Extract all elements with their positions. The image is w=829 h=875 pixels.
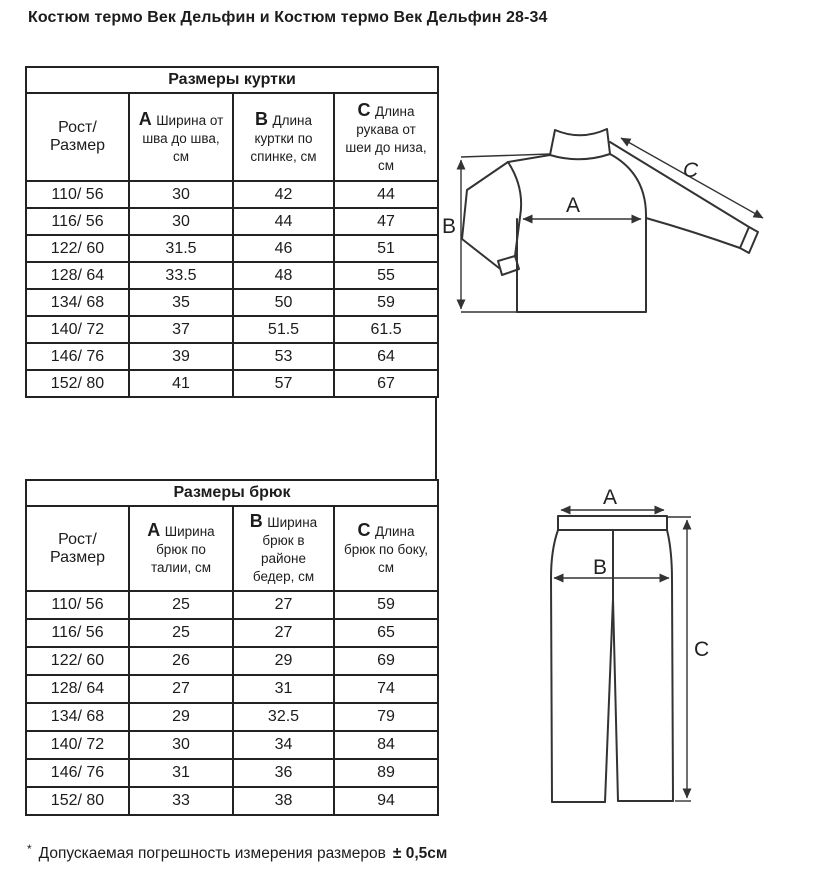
right-sleeve-upper	[610, 142, 749, 227]
value-cell-b: 34	[233, 731, 334, 759]
size-cell: 116/ 56	[26, 208, 129, 235]
body-outline	[517, 218, 646, 312]
table-row	[26, 370, 438, 397]
pants-table-title-row	[26, 480, 438, 506]
value-cell-a: 30	[129, 181, 233, 208]
value-cell-c: 69	[334, 647, 438, 675]
size-cell: 140/ 72	[26, 731, 129, 759]
value-cell-a: 35	[129, 289, 233, 316]
pants-column-header-b	[233, 506, 334, 591]
table-row	[26, 647, 438, 675]
size-cell: 152/ 80	[26, 787, 129, 815]
value-cell-b: 31	[233, 675, 334, 703]
value-cell-c: 65	[334, 619, 438, 647]
value-cell-b: 38	[233, 787, 334, 815]
size-cell: 146/ 76	[26, 343, 129, 370]
value-cell-b: 48	[233, 262, 334, 289]
jacket-column-header-c	[334, 93, 438, 181]
pants-label-b: B	[592, 556, 608, 579]
left-armhole	[508, 162, 521, 217]
value-cell-b: 27	[233, 619, 334, 647]
pants-label-c: C	[694, 638, 710, 661]
dimension-letter-a: A	[138, 108, 152, 129]
value-cell-b: 57	[233, 370, 334, 397]
left-cuff	[498, 256, 519, 275]
right-outseam	[667, 530, 673, 801]
value-cell-a: 26	[129, 647, 233, 675]
value-cell-a: 31.5	[129, 235, 233, 262]
table-row	[26, 591, 438, 619]
value-cell-b: 32.5	[233, 703, 334, 731]
size-cell: 122/ 60	[26, 235, 129, 262]
value-cell-a: 41	[129, 370, 233, 397]
pants-table-header-row	[26, 506, 438, 591]
value-cell-c: 59	[334, 591, 438, 619]
table-row	[26, 619, 438, 647]
table-row	[26, 289, 438, 316]
pants-table-title: Размеры брюк	[26, 480, 438, 506]
jacket-label-b: B	[442, 215, 457, 238]
jacket-column-header-b	[233, 93, 334, 181]
pants-outline	[551, 516, 673, 802]
value-cell-b: 46	[233, 235, 334, 262]
jacket-table-title-row	[26, 67, 438, 93]
jacket-size-table	[25, 66, 439, 398]
size-cell: 110/ 56	[26, 181, 129, 208]
value-cell-c: 64	[334, 343, 438, 370]
size-cell: 110/ 56	[26, 591, 129, 619]
jacket-label-a: A	[565, 194, 581, 217]
footnote	[27, 842, 447, 863]
left-inseam	[605, 599, 613, 802]
value-cell-a: 25	[129, 619, 233, 647]
dimension-label-b: Ширина брюк в районе бедер, см	[252, 515, 318, 584]
value-cell-b: 50	[233, 289, 334, 316]
value-cell-a: 33.5	[129, 262, 233, 289]
value-cell-a: 25	[129, 591, 233, 619]
table-row	[26, 181, 438, 208]
right-armhole	[610, 154, 646, 218]
size-cell: 140/ 72	[26, 316, 129, 343]
size-cell: 116/ 56	[26, 619, 129, 647]
right-sleeve-lower	[646, 218, 740, 248]
value-cell-c: 47	[334, 208, 438, 235]
value-cell-b: 51.5	[233, 316, 334, 343]
value-cell-c: 74	[334, 675, 438, 703]
dimension-letter-c: C	[357, 99, 371, 120]
footnote-tolerance: ± 0,5см	[392, 845, 448, 862]
dimension-letter-b: B	[249, 511, 263, 531]
value-cell-c: 67	[334, 370, 438, 397]
waistband	[558, 516, 667, 530]
value-cell-a: 27	[129, 675, 233, 703]
value-cell-c: 84	[334, 731, 438, 759]
table-row	[26, 343, 438, 370]
size-cell: 122/ 60	[26, 647, 129, 675]
table-row	[26, 731, 438, 759]
table-row	[26, 703, 438, 731]
value-cell-a: 30	[129, 731, 233, 759]
dimension-label-a: Ширина брюк по талии, см	[150, 524, 215, 575]
size-cell: 128/ 64	[26, 675, 129, 703]
jacket-label-c: C	[683, 159, 699, 182]
value-cell-c: 44	[334, 181, 438, 208]
value-cell-b: 36	[233, 759, 334, 787]
dimension-letter-a: A	[147, 520, 161, 540]
table-row	[26, 316, 438, 343]
footnote-text: Допускаемая погрешность измерения размеров	[38, 845, 386, 862]
size-cell: 128/ 64	[26, 262, 129, 289]
table-connector-line	[435, 397, 437, 480]
jacket-table-header-row	[26, 93, 438, 181]
table-row	[26, 208, 438, 235]
value-cell-b: 53	[233, 343, 334, 370]
collar	[550, 129, 610, 159]
table-row	[26, 262, 438, 289]
dimension-label-b: Длина куртки по спинке, см	[250, 112, 317, 164]
pants-table-body	[26, 591, 438, 815]
jacket-column-header-a	[129, 93, 233, 181]
value-cell-a: 29	[129, 703, 233, 731]
size-cell: 146/ 76	[26, 759, 129, 787]
left-outseam	[551, 530, 558, 802]
value-cell-c: 61.5	[334, 316, 438, 343]
value-cell-b: 27	[233, 591, 334, 619]
pants-column-header-a	[129, 506, 233, 591]
table-row	[26, 787, 438, 815]
table-row	[26, 759, 438, 787]
value-cell-c: 79	[334, 703, 438, 731]
pants-size-table	[25, 479, 439, 816]
pants-column-header-size: Рост/Размер	[26, 506, 129, 591]
size-cell: 134/ 68	[26, 703, 129, 731]
size-cell: 134/ 68	[26, 289, 129, 316]
dimension-label-a: Ширина от шва до шва, см	[142, 112, 224, 164]
value-cell-a: 31	[129, 759, 233, 787]
dimension-label-c: Длина рукава от шеи до низа, см	[345, 103, 427, 173]
dimension-label-c: Длина брюк по боку, см	[343, 524, 429, 575]
value-cell-c: 89	[334, 759, 438, 787]
value-cell-a: 30	[129, 208, 233, 235]
value-cell-a: 33	[129, 787, 233, 815]
footnote-marker: *	[27, 842, 32, 856]
table-row	[26, 675, 438, 703]
page-title: Костюм термо Век Дельфин и Костюм термо Век Дельфин 28-34	[28, 9, 548, 26]
value-cell-b: 42	[233, 181, 334, 208]
jacket-table-title: Размеры куртки	[26, 67, 438, 93]
jacket-diagram	[440, 100, 829, 335]
table-row	[26, 235, 438, 262]
right-cuff	[740, 227, 758, 253]
right-inseam	[613, 599, 618, 801]
value-cell-a: 39	[129, 343, 233, 370]
value-cell-c: 55	[334, 262, 438, 289]
pants-column-header-c	[334, 506, 438, 591]
jacket-outline	[462, 129, 758, 312]
value-cell-b: 29	[233, 647, 334, 675]
value-cell-c: 94	[334, 787, 438, 815]
value-cell-c: 51	[334, 235, 438, 262]
left-shoulder	[508, 155, 550, 162]
dimension-letter-b: B	[255, 108, 268, 129]
left-sleeve-outer	[462, 162, 508, 268]
value-cell-c: 59	[334, 289, 438, 316]
pants-label-a: A	[602, 486, 618, 509]
size-cell: 152/ 80	[26, 370, 129, 397]
pants-diagram	[520, 480, 829, 840]
jacket-table-body	[26, 181, 438, 397]
value-cell-a: 37	[129, 316, 233, 343]
dimension-letter-c: C	[357, 520, 371, 540]
value-cell-b: 44	[233, 208, 334, 235]
jacket-column-header-size: Рост/Размер	[26, 93, 129, 181]
